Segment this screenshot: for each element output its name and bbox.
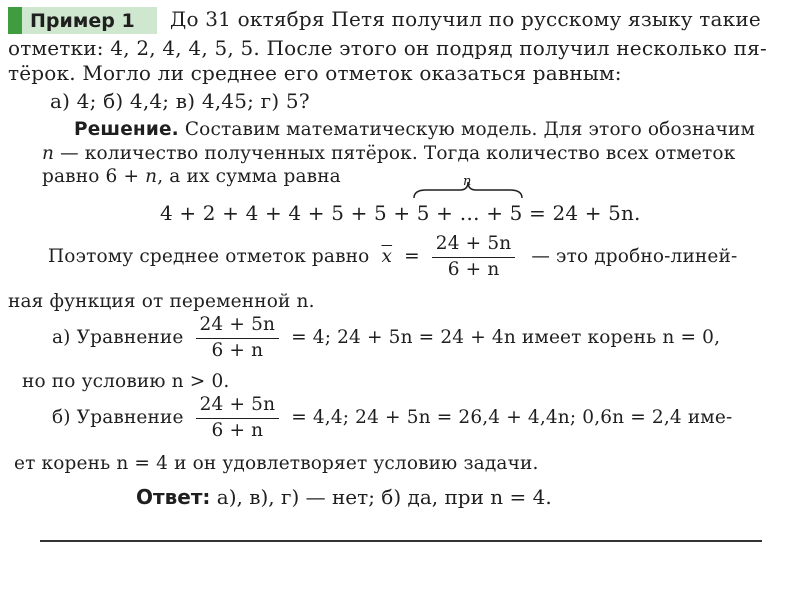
equals-sign: = [404, 245, 420, 267]
part-b-continuation: ет корень n = 4 и он удовлетворяет условию задачи. [14, 453, 539, 474]
mean-continuation: ная функция от переменной n. [8, 291, 315, 312]
solution-line-3 [42, 168, 341, 187]
part-a-fraction [196, 316, 280, 360]
brace-label: n [463, 174, 472, 189]
sum-formula: 4 + 2 + 4 + 4 + 5 + 5 + 5 + … + 5 = 24 + 5n. [160, 201, 641, 225]
part-b-fraction [196, 396, 280, 440]
mean-line [48, 235, 737, 279]
fraction-numerator: 24 + 5n [199, 394, 276, 415]
mean-fraction [432, 235, 516, 279]
fraction-denominator: 6 + n [432, 257, 516, 280]
part-b-equation: = 4,4; 24 + 5n = 26,4 + 4,4n; 0,6n = 2,4 име- [291, 406, 733, 428]
badge-accent-bar [8, 7, 22, 34]
answer-text: а), в), г) — нет; б) да, при n = 4. [216, 485, 552, 509]
problem-line-2: отметки: 4, 2, 4, 4, 5, 5. После этого он подряд получил несколько пя- [8, 36, 767, 60]
part-a-label: а) Уравнение [52, 326, 184, 348]
badge-label: Пример 1 [30, 10, 135, 32]
variable-n: n [42, 143, 55, 164]
part-b-line [52, 396, 732, 440]
part-b-label: б) Уравнение [52, 406, 184, 428]
mean-intro: Поэтому среднее отметок равно [48, 245, 370, 267]
solution-line-2 [42, 145, 735, 164]
mean-symbol: $\overline{x}$ [381, 245, 393, 267]
solution-line-1-text: Составим математическую модель. Для этого обозначим [184, 119, 756, 140]
part-a-continuation: но по условию n > 0. [22, 371, 230, 392]
variable-n: n [145, 166, 158, 187]
problem-line-3: тёрок. Могло ли среднее его отметок оказаться равным: [8, 61, 622, 85]
problem-line-1: До 31 октября Петя получил по русскому языку такие [170, 7, 761, 31]
solution-label: Решение. [74, 119, 179, 140]
answer-line [136, 487, 552, 507]
solution-line-2-text: — количество полученных пятёрок. Тогда количество всех отметок [60, 143, 736, 164]
solution-line-3-a: равно 6 + [42, 166, 140, 187]
answer-options: а) 4; б) 4,4; в) 4,45; г) 5? [50, 89, 310, 113]
bottom-divider [40, 540, 762, 542]
solution-line-3-b: , а их сумма равна [157, 166, 341, 187]
answer-label: Ответ: [136, 485, 211, 509]
part-a-line [52, 316, 720, 360]
fraction-numerator: 24 + 5n [199, 314, 276, 335]
part-a-equation: = 4; 24 + 5n = 24 + 4n имеет корень n = 0, [291, 326, 721, 348]
example-badge [8, 7, 157, 34]
fraction-denominator: 6 + n [196, 418, 280, 441]
solution-line-1 [74, 121, 755, 140]
mean-after: — это дробно-линей- [531, 245, 738, 267]
fraction-numerator: 24 + 5n [435, 233, 512, 254]
fraction-denominator: 6 + n [196, 338, 280, 361]
